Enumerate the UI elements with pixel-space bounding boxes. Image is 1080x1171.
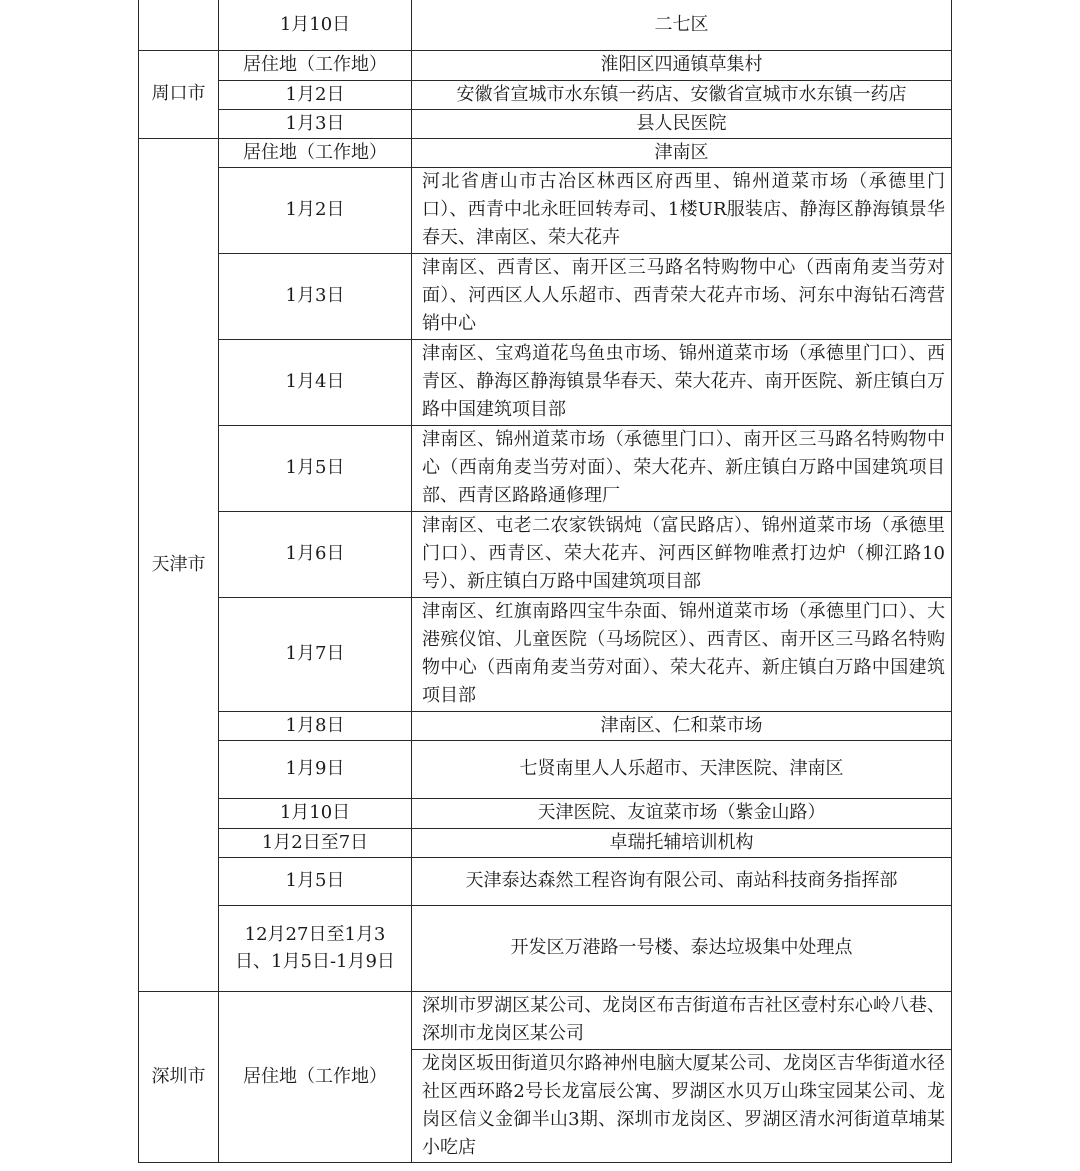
place-cell: 天津医院、友谊菜市场（紫金山路）: [412, 798, 952, 828]
place-cell: 安徽省宣城市水东镇一药店、安徽省宣城市水东镇一药店: [412, 80, 952, 109]
place-cell: 津南区、西青区、南开区三马路名特购物中心（西南角麦当劳对面）、河西区人人乐超市、西青荣大花卉市场、河东中海钻石湾营销中心: [412, 253, 952, 339]
table-row: [139, 905, 952, 991]
table-row: [139, 138, 952, 167]
date-cell: 1月5日: [219, 857, 412, 905]
city-cell: 天津市: [139, 138, 219, 991]
date-cell: 1月4日: [219, 339, 412, 425]
table-row: [139, 0, 952, 50]
place-cell: 七贤南里人人乐超市、天津医院、津南区: [412, 740, 952, 798]
date-cell: 1月9日: [219, 740, 412, 798]
place-cell: 津南区、红旗南路四宝牛杂面、锦州道菜市场（承德里门口）、大港殡仪馆、儿童医院（马场院区）、西青区、南开区三马路名特购物中心（西南角麦当劳对面）、荣大花卉、新庄镇白万路中国建筑项目部: [412, 597, 952, 711]
place-cell: 津南区: [412, 138, 952, 167]
table-row: [139, 253, 952, 339]
date-cell: 1月10日: [219, 0, 412, 50]
date-cell: 居住地（工作地）: [219, 991, 412, 1162]
date-cell: 1月6日: [219, 511, 412, 597]
table-row: [139, 798, 952, 828]
table-row: [139, 711, 952, 740]
place-cell: 二七区: [412, 0, 952, 50]
table-row: [139, 597, 952, 711]
table-row: [139, 991, 952, 1049]
table-row: [139, 109, 952, 138]
city-cell: 周口市: [139, 50, 219, 138]
table-row: [139, 857, 952, 905]
table-row: [139, 828, 952, 857]
place-cell: 津南区、宝鸡道花鸟鱼虫市场、锦州道菜市场（承德里门口）、西青区、静海区静海镇景华春天、荣大花卉、南开医院、新庄镇白万路中国建筑项目部: [412, 339, 952, 425]
date-cell: 12月27日至1月3日、1月5日-1月9日: [219, 905, 412, 991]
table-row: [139, 80, 952, 109]
city-cell: 深圳市: [139, 991, 219, 1162]
date-cell: 1月8日: [219, 711, 412, 740]
date-cell: 1月2日至7日: [219, 828, 412, 857]
date-cell: 1月10日: [219, 798, 412, 828]
date-cell: 1月3日: [219, 253, 412, 339]
date-cell: 1月3日: [219, 109, 412, 138]
city-cell: [139, 0, 219, 50]
place-cell: 卓瑞托辅培训机构: [412, 828, 952, 857]
place-cell: 津南区、屯老二农家铁锅炖（富民路店）、锦州道菜市场（承德里门口）、西青区、荣大花卉、河西区鲜物唯煮打边炉（柳江路10号）、新庄镇白万路中国建筑项目部: [412, 511, 952, 597]
date-cell: 1月2日: [219, 167, 412, 253]
place-cell: 县人民医院: [412, 109, 952, 138]
table-row: [139, 425, 952, 511]
table-row: [139, 167, 952, 253]
date-cell: 1月5日: [219, 425, 412, 511]
place-cell: 津南区、锦州道菜市场（承德里门口）、南开区三马路名特购物中心（西南角麦当劳对面）、荣大花卉、新庄镇白万路中国建筑项目部、西青区路路通修理厂: [412, 425, 952, 511]
table-row: [139, 50, 952, 80]
table-row: [139, 339, 952, 425]
place-cell: 开发区万港路一号楼、泰达垃圾集中处理点: [412, 905, 952, 991]
place-cell: 淮阳区四通镇草集村: [412, 50, 952, 80]
date-cell: 1月2日: [219, 80, 412, 109]
place-cell: 天津泰达森然工程咨询有限公司、南站科技商务指挥部: [412, 857, 952, 905]
date-cell: 居住地（工作地）: [219, 138, 412, 167]
place-cell: 深圳市罗湖区某公司、龙岗区布吉街道布吉社区壹村东心岭八巷、深圳市龙岗区某公司: [412, 991, 952, 1049]
place-cell: 津南区、仁和菜市场: [412, 711, 952, 740]
itinerary-table: [138, 0, 952, 1163]
place-cell: 龙岗区坂田街道贝尔路神州电脑大厦某公司、龙岗区吉华街道水径社区西环路2号长龙富辰公寓、罗湖区水贝万山珠宝园某公司、龙岗区信义金御半山3期、深圳市龙岗区、罗湖区清水河街道草埔某小吃店: [412, 1049, 952, 1162]
place-cell: 河北省唐山市古冶区林西区府西里、锦州道菜市场（承德里门口）、西青中北永旺回转寿司、1楼UR服装店、静海区静海镇景华春天、津南区、荣大花卉: [412, 167, 952, 253]
table-row: [139, 511, 952, 597]
table-row: [139, 740, 952, 798]
date-cell: 居住地（工作地）: [219, 50, 412, 80]
date-cell: 1月7日: [219, 597, 412, 711]
